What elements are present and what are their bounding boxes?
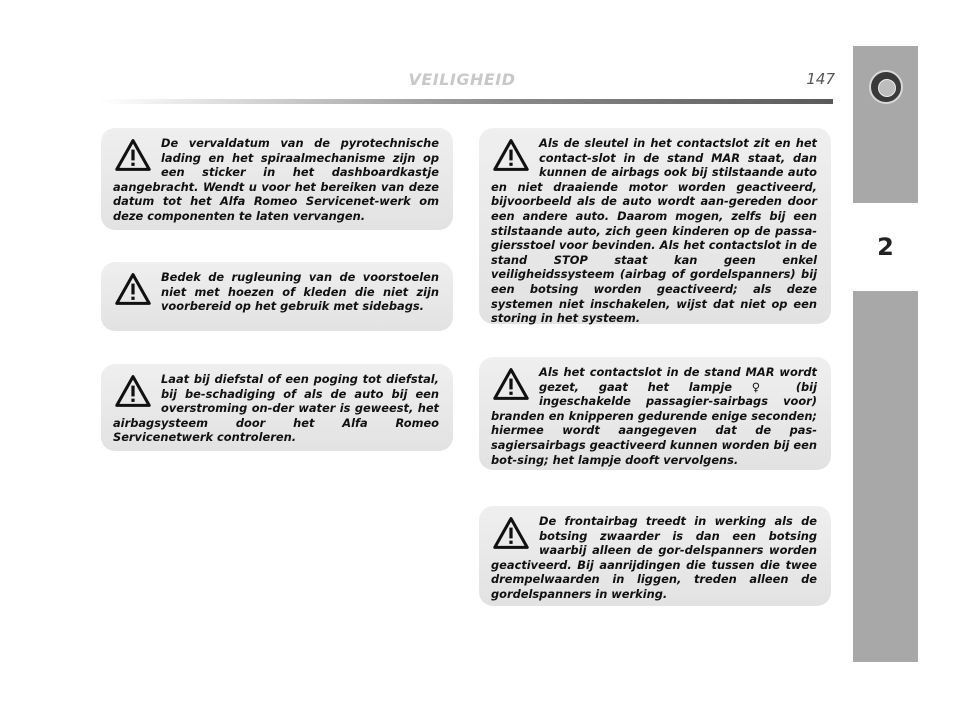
warning-triangle-icon	[115, 272, 151, 306]
chapter-side-tab	[853, 46, 918, 662]
warning-triangle-icon	[493, 516, 529, 550]
warning-box-theft-damage	[101, 364, 453, 451]
warning-box-key-mar	[479, 128, 831, 324]
warning-text: De frontairbag treedt in werking als de botsing zwaarder is dan een botsing waarbij alleen de gor-delspanners worden geactiveerd. Bij aanrijdingen die tussen die twee drempelwaarden in liggen, treden alleen de gordelspanners in werking.	[491, 514, 817, 601]
warning-box-front-airbag	[479, 506, 831, 606]
page-header-title: VEILIGHEID	[408, 70, 516, 89]
warning-text: De vervaldatum van de pyrotechnische lading en het spiraalmechanisme zijn op een sticker in het dashboardkastje aangebracht. Wendt u voor het bereiken van deze datum tot het Alfa Romeo Servicenet-werk om deze componenten te laten vervangen.	[113, 136, 439, 223]
warning-triangle-icon	[115, 374, 151, 408]
warning-box-seat-covers	[101, 262, 453, 331]
warning-box-expiry-date	[101, 128, 453, 230]
warning-text: Als het contactslot in de stand MAR wordt gezet, gaat het lampje ♀ (bij ingeschakelde passagier-sairbags voor) branden en knipperen gedurende enige seconden; hiermee wordt aangegeven dat de pas-sagiersairbags geactiveerd kunnen worden bij een bot-sing; het lampje dooft vervolgens.	[491, 365, 817, 467]
warning-text: Bedek de rugleuning van de voorstoelen niet met hoezen of kleden die niet zijn voorbereid op het gebruik met sidebags.	[161, 270, 439, 314]
warning-box-lamp-mar	[479, 357, 831, 470]
warning-triangle-icon	[493, 138, 529, 172]
warning-triangle-icon	[115, 138, 151, 172]
warning-text: Laat bij diefstal of een poging tot diefstal, bij be-schadiging of als de auto bij een overstroming on-der water is geweest, het airbagsysteem door het Alfa Romeo Servicenetwerk controleren.	[113, 372, 439, 445]
page-number: 147	[806, 70, 835, 88]
alfa-romeo-logo-icon	[869, 70, 903, 104]
header-rule	[100, 99, 833, 104]
warning-text: Als de sleutel in het contactslot zit en het contact-slot in de stand MAR staat, dan kunnen de airbags ook bij stilstaande auto en niet draaiende motor worden geactiveerd, bijvoorbeeld als de auto wordt aan-gereden door een andere auto. Daarom mogen, zelfs bij een stilstaande auto, zich geen kinderen op de passa-giersstoel voor bevinden. Als het contactslot in de stand STOP staat kan geen enkel veiligheidssysteem (airbag of gordelspanners) bij een botsing worden geactiveerd; als deze systemen niet inschakelen, wijst dat niet op een storing in het systeem.	[491, 136, 817, 326]
warning-triangle-icon	[493, 367, 529, 401]
chapter-number: 2	[853, 203, 918, 291]
